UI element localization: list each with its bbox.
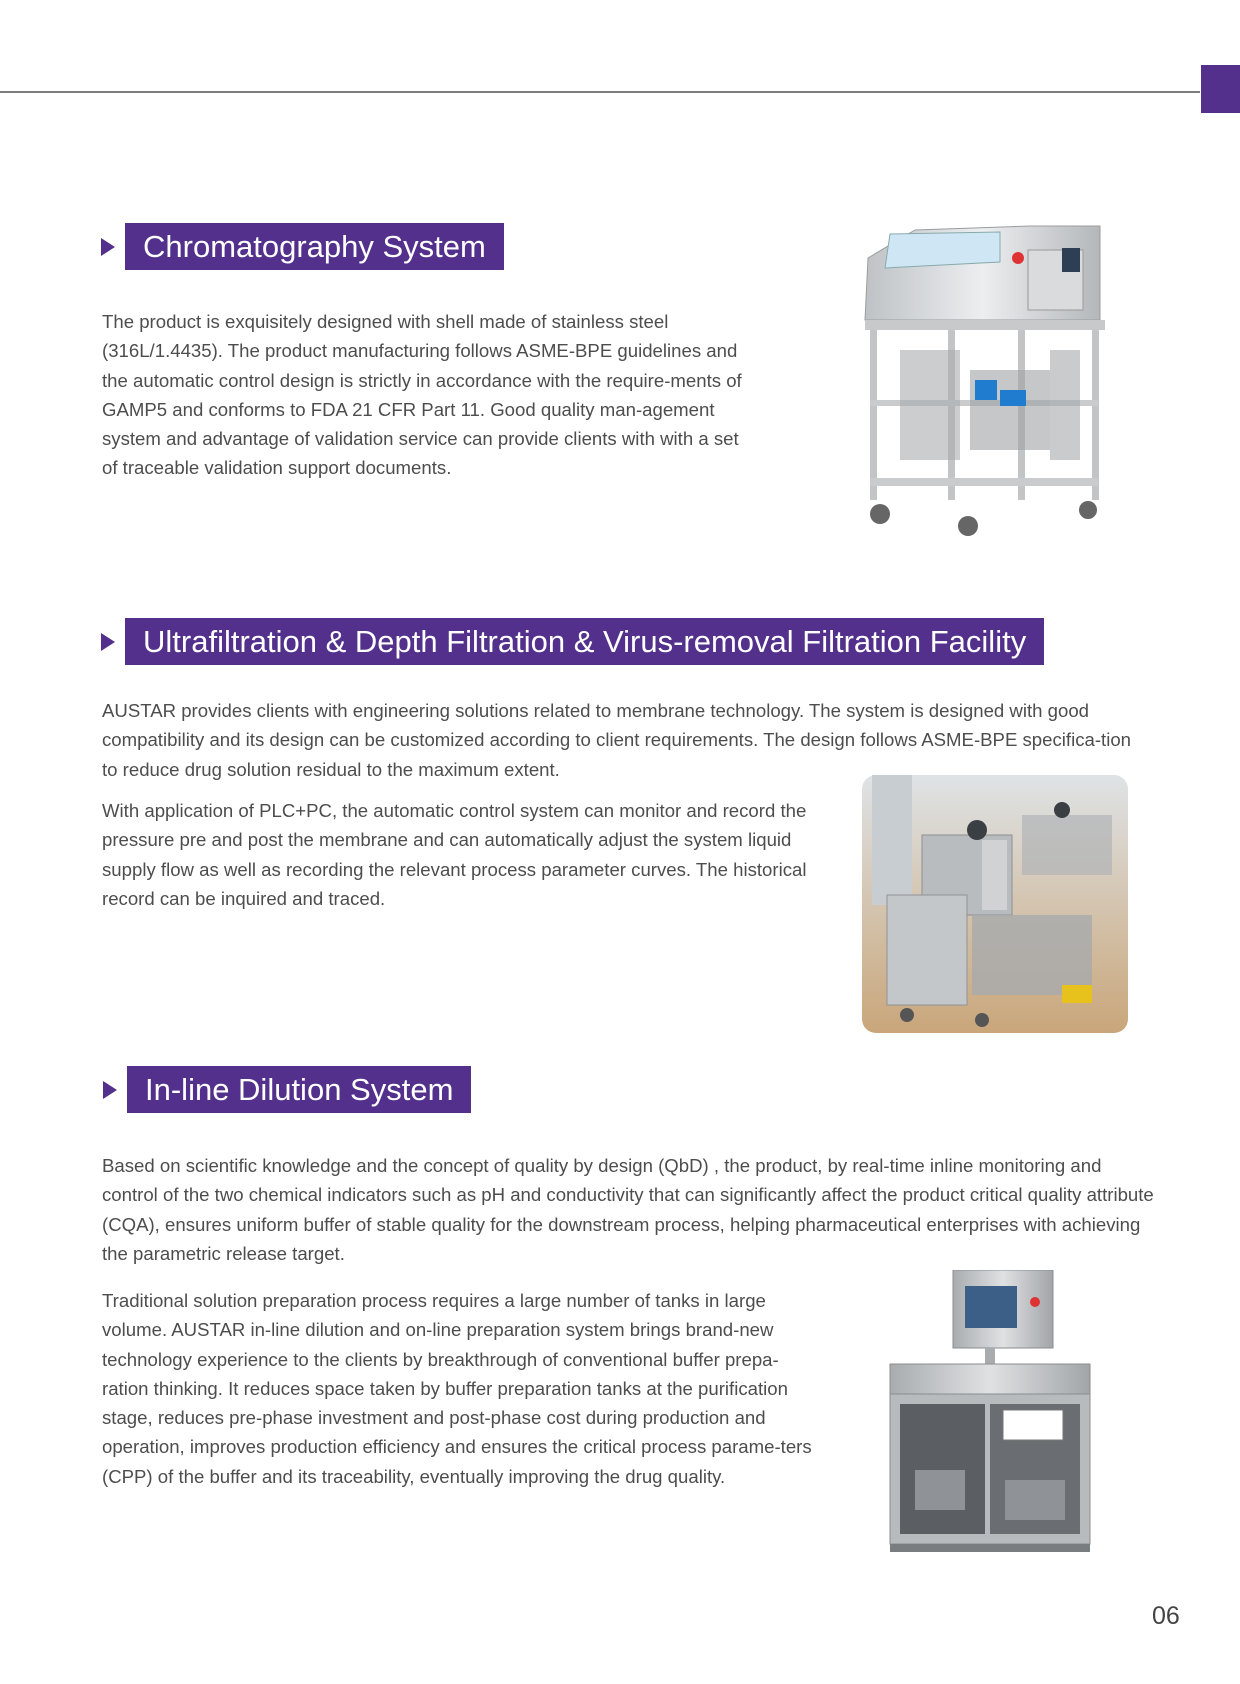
section-title: In-line Dilution System <box>127 1066 471 1113</box>
header-corner-tab <box>1201 65 1240 113</box>
section-paragraph: Traditional solution preparation process requires a large number of tanks in large volume. AUSTAR in-line dilution and on-line preparation system brings brand-new technology experience to the clients by breakthrough of conventional buffer prepa-ration thinking. It reduces space taken by buffer preparation tanks at the purification stage, reduces pre-phase investment and post-phase cost during production and operation, improves production efficiency and ensures the critical process parame-ters (CPP) of the buffer and its traceability, eventually improving the drug quality. <box>102 1290 812 1487</box>
triangle-bullet-icon <box>101 238 115 256</box>
section-paragraph: Based on scientific knowledge and the concept of quality by design (QbD) , the product, by real-time inline monitoring and control of the two chemical indicators such as pH and conductivity that can significantly affect the product critical quality attribute (CQA), ensures uniform buffer of stable quality for the downstream process, helping pharmaceutical enterprises with achieving the parametric release target. <box>102 1155 1154 1264</box>
section-paragraph: The product is exquisitely designed with shell made of stainless steel (316L/1.4435). The product manufacturing follows ASME-BPE guidelines and the automatic control design is strictly in accordance with the require-ments of GAMP5 and conforms to FDA 21 CFR Part 11. Good quality man-agement system and advantage of validation service can provide clients with with a set of traceable validation support documents. <box>102 311 742 479</box>
section-paragraph: AUSTAR provides clients with engineering solutions related to membrane technology. The system is designed with good compatibility and its design can be customized according to client requirements. The design follows ASME-BPE specifica-tion to reduce drug solution residual to the maximum extent. <box>102 700 1132 780</box>
header-rule <box>0 91 1200 93</box>
section-paragraph: With application of PLC+PC, the automatic control system can monitor and record the pressure pre and post the membrane and can automatically adjust the system liquid supply flow as well as recording the relevant process parameter curves. The historical record can be inquired and traced. <box>102 800 807 909</box>
ultrafiltration-facility-photo <box>862 775 1128 1033</box>
triangle-bullet-icon <box>103 1081 117 1099</box>
inline-dilution-system-photo <box>885 1270 1095 1555</box>
section-heading-ultrafiltration <box>101 618 1044 665</box>
triangle-bullet-icon <box>101 633 115 651</box>
section-title: Chromatography System <box>125 223 504 270</box>
section-heading-chromatography <box>101 223 504 270</box>
section-heading-inline-dilution <box>103 1066 471 1113</box>
section-title: Ultrafiltration & Depth Filtration & Virus-removal Filtration Facility <box>125 618 1044 665</box>
page-number: 06 <box>1152 1602 1180 1630</box>
chromatography-system-photo <box>860 220 1135 540</box>
